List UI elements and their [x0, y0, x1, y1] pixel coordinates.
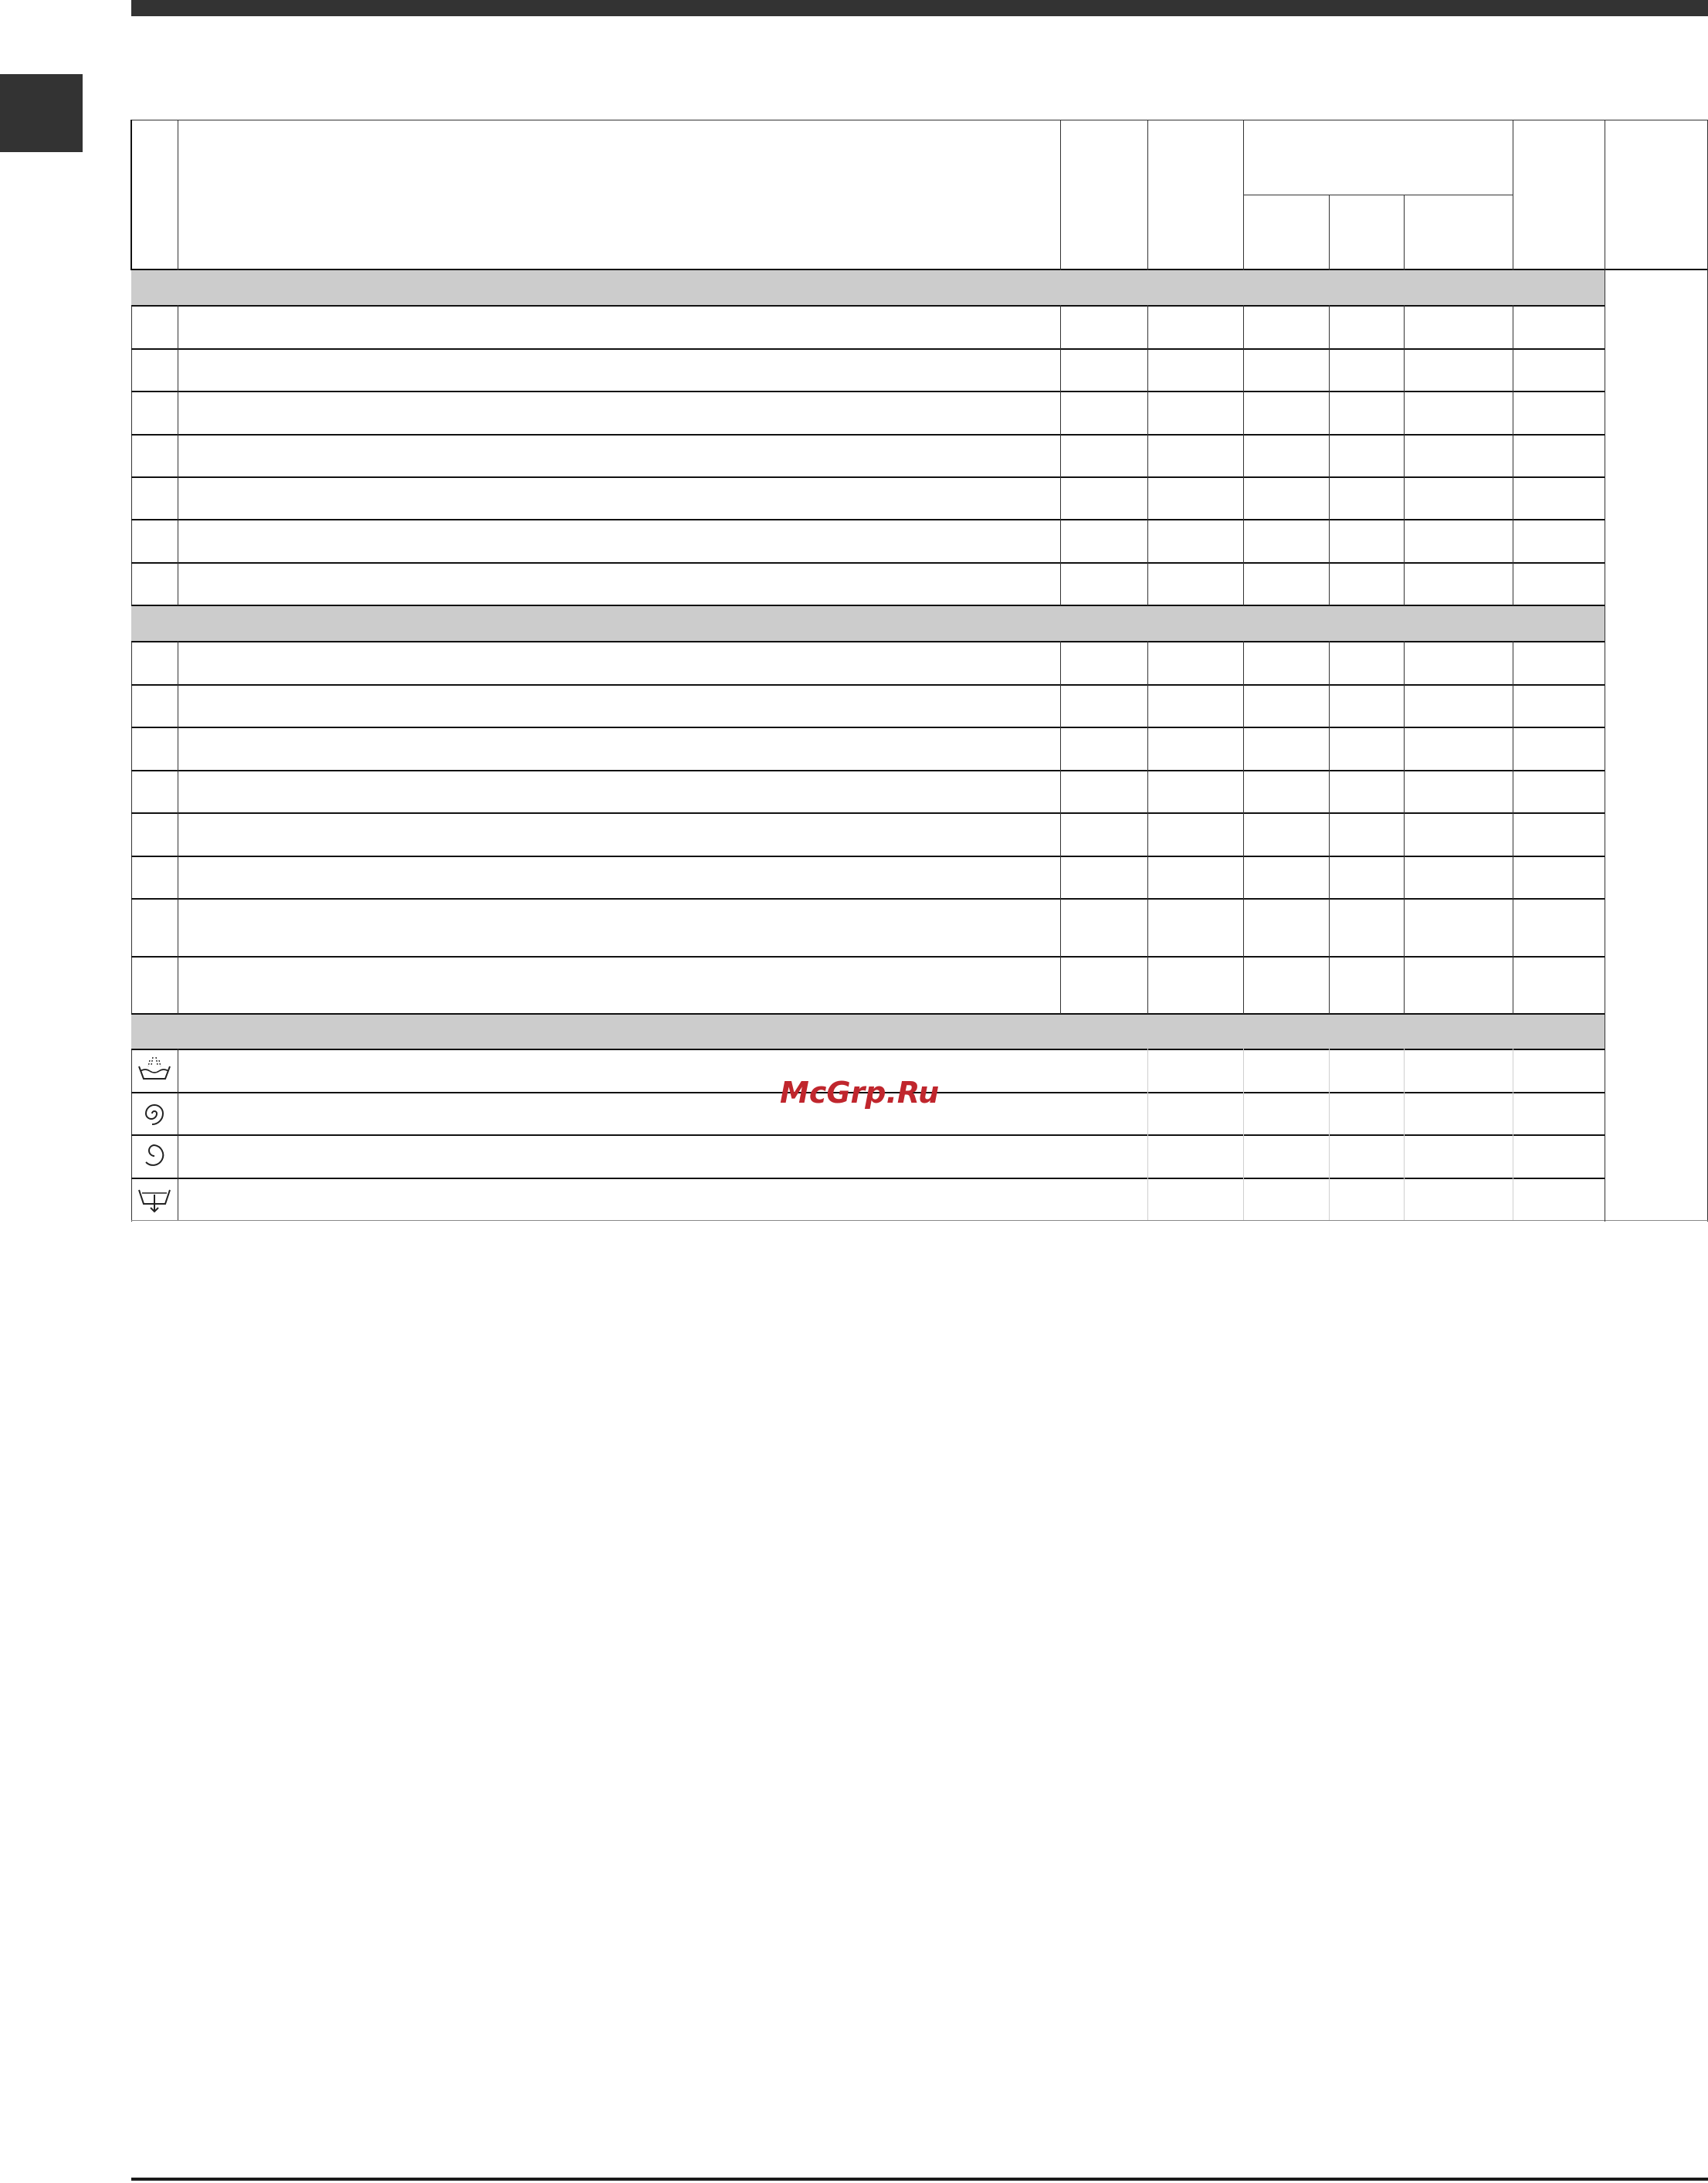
rinse-icon — [133, 1051, 176, 1091]
row-line — [131, 684, 1605, 686]
row-line — [131, 1013, 1605, 1015]
body-col-divider — [1243, 1049, 1244, 1220]
row-line — [131, 519, 1605, 520]
body-col-divider — [1243, 641, 1244, 1014]
table-bottom-border — [131, 1220, 1708, 1221]
body-col-divider — [1329, 305, 1330, 605]
row-line — [131, 605, 1605, 606]
header-col-divider — [1329, 195, 1330, 270]
row-line — [131, 898, 1605, 900]
row-line — [131, 1178, 1605, 1179]
row-line — [131, 476, 1605, 478]
header-col-divider — [1060, 120, 1061, 270]
row-line — [131, 770, 1605, 771]
section-band — [131, 605, 1605, 641]
row-line — [131, 812, 1605, 814]
delicate-spin-icon — [133, 1136, 176, 1176]
spin-icon — [133, 1093, 176, 1134]
header-col-divider — [1147, 120, 1148, 270]
section-band — [131, 270, 1605, 305]
row-line — [131, 641, 1605, 642]
row-line — [131, 956, 1605, 958]
body-col-divider — [1147, 305, 1148, 605]
header-col-divider — [1243, 120, 1244, 270]
table-left-edge-body — [131, 270, 132, 1222]
row-line — [131, 434, 1605, 436]
header-col-divider — [1404, 195, 1405, 270]
table-left-edge — [130, 120, 132, 270]
row-line — [131, 1049, 1605, 1050]
body-col-divider — [1060, 305, 1061, 605]
row-line — [131, 562, 1605, 564]
row-line — [131, 348, 1605, 350]
row-line — [131, 727, 1605, 728]
body-col-divider — [1329, 641, 1330, 1014]
row-line — [131, 305, 1605, 307]
body-col-divider — [1243, 305, 1244, 605]
body-col-divider — [1329, 1049, 1330, 1220]
section-band — [131, 1014, 1605, 1049]
body-col-divider — [1404, 1049, 1405, 1220]
footer-rule — [131, 2178, 1708, 2181]
body-col-divider — [1147, 641, 1148, 1014]
watermark: McGrp.Ru — [780, 1076, 940, 1110]
drain-icon — [133, 1179, 176, 1219]
body-col-divider — [1060, 641, 1061, 1014]
row-line — [131, 856, 1605, 857]
row-line — [131, 1134, 1605, 1136]
row-line — [131, 391, 1605, 392]
body-col-divider — [1404, 641, 1405, 1014]
body-col-divider — [1147, 1049, 1148, 1220]
body-col-divider — [1404, 305, 1405, 605]
